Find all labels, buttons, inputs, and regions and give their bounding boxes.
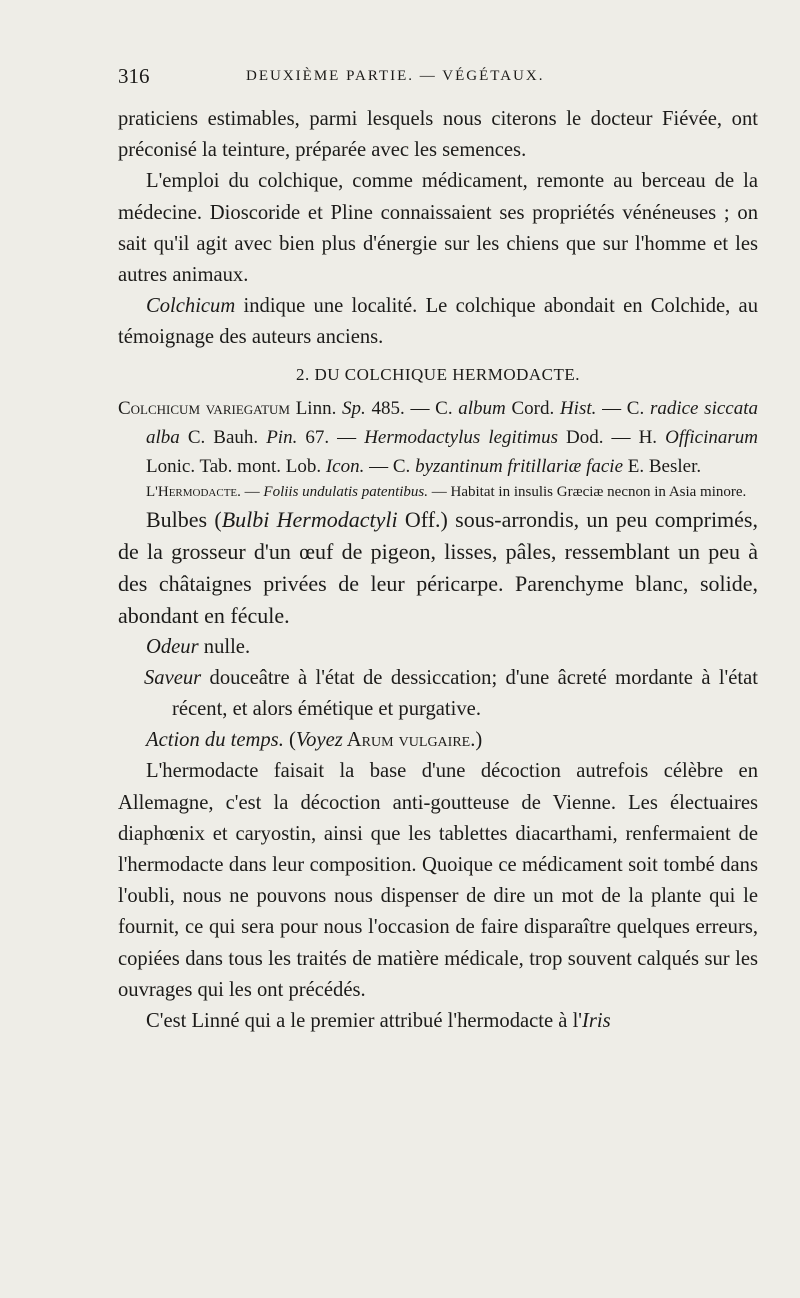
odeur-text: nulle. xyxy=(198,635,251,658)
running-title: DEUXIÈME PARTIE. — VÉGÉTAUX. xyxy=(246,68,545,84)
syn-text: Linn. xyxy=(289,397,343,419)
syn-italic: Hermodactylus legitimus xyxy=(364,426,558,448)
syn-italic: album xyxy=(458,397,506,419)
syn-italic: Pin. xyxy=(266,426,298,448)
desc-italic: Bulbi Hermodactyli xyxy=(221,506,398,532)
species-name: Colchicum variegatum xyxy=(118,397,290,419)
desc-text: Off.) sous-arrondis, un peu comprimés, de la grosseur d'un œuf de pigeon, lisses, pâles, ressemblant un peu à des châtaignes privées de leur péricarpe. Parenchyme blanc, solide, abondant en fécule. xyxy=(118,506,758,628)
note-name: L'Hermodacte. xyxy=(146,483,241,500)
paragraph xyxy=(118,291,758,353)
saveur-label: Saveur xyxy=(144,666,202,689)
action-text: ( xyxy=(283,729,296,752)
syn-italic: Sp. xyxy=(342,397,366,419)
syn-italic: Hist. xyxy=(559,397,597,419)
paragraph: L'hermodacte faisait la base d'une décoction autrefois célèbre en Allemagne, c'est la décoction anti-goutteuse de Vienne. Les électuaires diaphœnix et caryostin, ainsi que les tablettes diacarthami, renfermaient de l'hermodacte dans leur composition. Quoique ce médicament soit tombé dans l'oubli, nous ne pouvons nous dispenser de dire un mot de la plante qui le fournit, ce qui sera pour nous l'occasion de faire disparaître quelques erreurs, copiées dans tous les traités de matière médicale, trop souvent calqués sur les ouvrages qui les ont précédés. xyxy=(118,760,758,1001)
action-italic: Voyez xyxy=(295,729,343,752)
synonymy-block xyxy=(118,394,758,481)
syn-italic: byzantinum fritillariæ facie xyxy=(415,455,624,477)
syn-text: 485. — C. xyxy=(365,397,459,419)
syn-italic: Officinarum xyxy=(665,426,758,448)
page-number: 316 xyxy=(118,64,150,88)
paragraph: L'emploi du colchique, comme médicament, remonte au berceau de la médecine. Dioscoride et Pline connaissaient ses propriétés vénéneuses ; on sait qu'il agit avec bien plus d'énergie sur les chiens que sur l'homme et les autres animaux. xyxy=(118,170,758,287)
note-italic: Foliis undulatis patentibus. xyxy=(263,483,428,500)
syn-text: E. Besler. xyxy=(623,455,702,477)
syn-italic: radice siccata alba xyxy=(146,397,758,448)
syn-text: Cord. xyxy=(505,397,560,419)
syn-text: Dod. — H. xyxy=(558,426,666,448)
action-line xyxy=(118,725,758,756)
latin-note xyxy=(118,481,758,504)
action-text: ) xyxy=(475,729,483,752)
syn-text: — C. xyxy=(364,455,416,477)
syn-text: C. Bauh. xyxy=(179,426,267,448)
odeur-label: Odeur xyxy=(146,635,199,658)
note-text: — xyxy=(240,483,264,500)
saveur-line xyxy=(118,663,758,725)
syn-text: 67. — xyxy=(297,426,365,448)
syn-text: — C. xyxy=(596,397,650,419)
section-heading: 2. DU COLCHIQUE HERMODACTE. xyxy=(295,364,581,384)
italic-term: Colchicum xyxy=(146,295,236,318)
paragraph-text: indique une localité. Le colchique abondait en Colchide, au témoignage des auteurs anciens. xyxy=(118,295,758,349)
paragraph xyxy=(118,1006,758,1037)
paragraph-text: C'est Linné qui a le premier attribué l'hermodacte à l' xyxy=(146,1010,582,1033)
saveur-text: douceâtre à l'état de dessiccation; d'une âcreté mordante à l'état récent, et alors émétique et purgative. xyxy=(172,666,758,721)
description-paragraph xyxy=(118,504,758,632)
syn-italic: Icon. xyxy=(325,455,365,477)
action-label: Action du temps. xyxy=(146,729,284,752)
paragraph: praticiens estimables, parmi lesquels nous citerons le docteur Fiévée, ont préconisé la teinture, préparée avec les semences. xyxy=(118,108,758,162)
desc-text: Bulbes ( xyxy=(146,506,222,532)
action-ref: Arum vulgaire. xyxy=(342,729,476,752)
page-body xyxy=(118,104,758,1037)
italic-term: Iris xyxy=(582,1010,611,1033)
syn-text: Lonic. Tab. mont. Lob. xyxy=(146,455,326,477)
odeur-line xyxy=(118,632,758,663)
note-text: — Habitat in insulis Græciæ necnon in Asia minore. xyxy=(428,483,747,500)
